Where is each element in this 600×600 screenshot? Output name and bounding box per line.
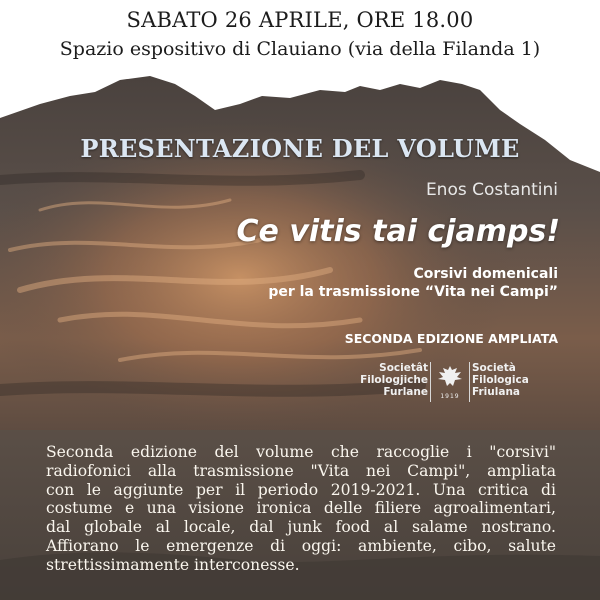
event-header <box>0 0 600 80</box>
book-subtitle-line-2: per la trasmissione “Vita nei Campi” <box>268 284 558 300</box>
description-line: Affiorano le emergenze di oggi: ambiente, cibo, salute <box>46 536 556 555</box>
description-line: strettissimamente interconesse. <box>46 555 300 574</box>
publisher-name-italian <box>472 362 529 398</box>
description-line: dal globale al locale, dal junk food al salame nostrano. <box>46 518 556 537</box>
description-line: Seconda edizione del volume che raccoglie i "corsivi" <box>46 443 556 461</box>
book-subtitle <box>268 265 558 301</box>
book-title: Ce vitis tai cjamps! <box>236 214 560 249</box>
book-author: Enos Costantini <box>425 180 558 200</box>
event-date-time: SABATO 26 APRILE, ORE 18.00 <box>126 8 474 32</box>
poster-heading: PRESENTAZIONE DEL VOLUME <box>80 134 520 163</box>
publisher-friulian-line: Filologjiche <box>360 374 428 386</box>
book-subtitle-line-1: Corsivi domenicali <box>413 266 558 282</box>
publisher-italian-line: Filologica <box>472 374 529 386</box>
description-line: radiofonici alla trasmissione "Vita nei Campi", ampliata <box>46 461 556 480</box>
description-line: costume e una visione ironica delle filiere agroalimentari, <box>46 499 556 518</box>
eagle-icon <box>430 362 470 402</box>
publisher-friulian-line: Societât <box>379 362 428 374</box>
publisher-year: 1919 <box>440 393 460 400</box>
description-line: con le aggiunte per il periodo 2019-2021. Una critica di <box>46 480 556 499</box>
publisher-logo <box>338 362 562 402</box>
book-description <box>46 443 556 575</box>
publisher-name-friulian <box>360 362 428 398</box>
edition-label: SECONDA EDIZIONE AMPLIATA <box>344 331 558 346</box>
publisher-friulian-line: Furlane <box>383 386 428 398</box>
publisher-italian-line: Società <box>472 362 516 374</box>
event-venue: Spazio espositivo di Clauiano (via della Filanda 1) <box>59 38 541 60</box>
publisher-italian-line: Friulana <box>472 386 520 398</box>
